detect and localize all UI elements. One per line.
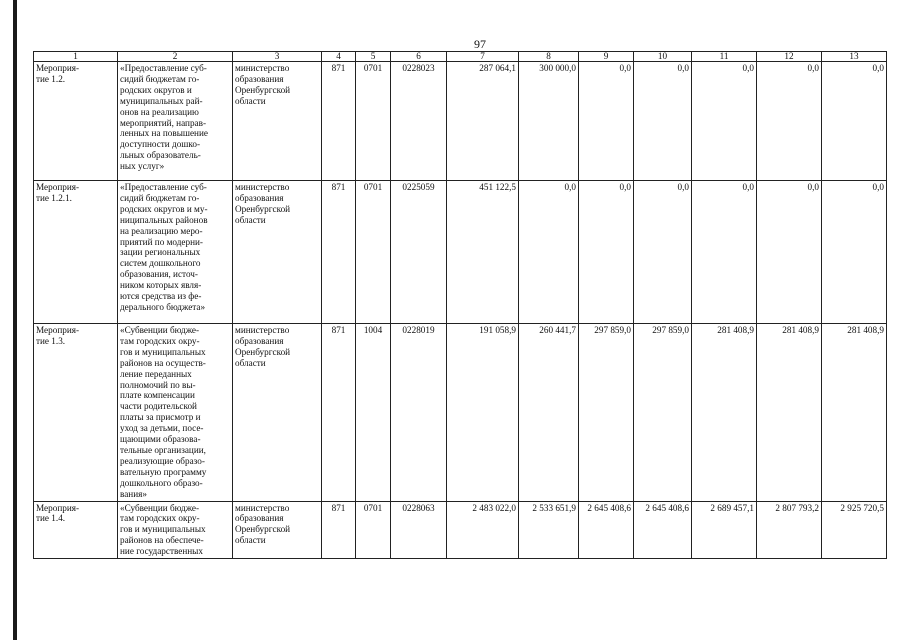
amount-cell: 191 058,9 [447, 324, 519, 502]
table-row [34, 62, 887, 181]
amount-cell: 0,0 [692, 62, 757, 181]
amount-cell: 2 807 793,2 [757, 501, 822, 559]
activity-name-cell: Мероприя- тие 1.3. [34, 324, 118, 502]
csr-code-cell: 0228063 [391, 501, 447, 559]
amount-cell: 2 483 022,0 [447, 501, 519, 559]
amount-cell: 0,0 [822, 181, 887, 324]
amount-cell: 287 064,1 [447, 62, 519, 181]
grbs-code-cell: 871 [322, 181, 356, 324]
table-row [34, 324, 887, 502]
column-header: 13 [822, 52, 887, 62]
column-header: 2 [118, 52, 233, 62]
rzpr-code-cell: 1004 [356, 324, 391, 502]
rzpr-code-cell: 0701 [356, 181, 391, 324]
rzpr-code-cell: 0701 [356, 62, 391, 181]
amount-cell: 2 689 457,1 [692, 501, 757, 559]
amount-cell: 2 645 408,6 [579, 501, 634, 559]
amount-cell: 0,0 [579, 181, 634, 324]
column-number-row [34, 52, 887, 62]
amount-cell: 0,0 [692, 181, 757, 324]
table-row [34, 181, 887, 324]
amount-cell: 281 408,9 [822, 324, 887, 502]
column-header: 5 [356, 52, 391, 62]
amount-cell: 297 859,0 [634, 324, 692, 502]
amount-cell: 2 925 720,5 [822, 501, 887, 559]
amount-cell: 0,0 [822, 62, 887, 181]
csr-code-cell: 0228023 [391, 62, 447, 181]
csr-code-cell: 0225059 [391, 181, 447, 324]
activity-description-cell: «Субвенции бюдже- там городских окру- гов и муниципальных районов на обеспече- ние государственных [118, 501, 233, 559]
activity-description-cell: «Предоставление суб- сидий бюджетам го- родских округов и му- ниципальных районов на реализацию меро- приятий по модерни- зации региональных систем дошкольного образования, источ- ником которых явля- ются средства из фе- дерального бюджета» [118, 181, 233, 324]
amount-cell: 2 533 651,9 [519, 501, 579, 559]
amount-cell: 0,0 [579, 62, 634, 181]
table-row [34, 501, 887, 559]
amount-cell: 0,0 [757, 62, 822, 181]
activity-name-cell: Мероприя- тие 1.2. [34, 62, 118, 181]
column-header: 10 [634, 52, 692, 62]
executor-cell: министерство образования Оренбургской области [233, 181, 322, 324]
column-header: 8 [519, 52, 579, 62]
table-body [34, 62, 887, 559]
column-header: 7 [447, 52, 519, 62]
amount-cell: 0,0 [634, 181, 692, 324]
amount-cell: 0,0 [757, 181, 822, 324]
csr-code-cell: 0228019 [391, 324, 447, 502]
amount-cell: 0,0 [634, 62, 692, 181]
amount-cell: 281 408,9 [692, 324, 757, 502]
executor-cell: министерство образования Оренбургской области [233, 501, 322, 559]
activity-name-cell: Мероприя- тие 1.2.1. [34, 181, 118, 324]
column-header: 12 [757, 52, 822, 62]
budget-table [33, 51, 887, 559]
amount-cell: 451 122,5 [447, 181, 519, 324]
grbs-code-cell: 871 [322, 501, 356, 559]
executor-cell: министерство образования Оренбургской области [233, 62, 322, 181]
grbs-code-cell: 871 [322, 62, 356, 181]
column-header: 11 [692, 52, 757, 62]
column-header: 4 [322, 52, 356, 62]
activity-description-cell: «Предоставление суб- сидий бюджетам го- родских округов и муниципальных рай- онов на реализацию мероприятий, направ- ленных на повышение доступности дошко- льных образователь- ных услуг» [118, 62, 233, 181]
amount-cell: 0,0 [519, 181, 579, 324]
amount-cell: 2 645 408,6 [634, 501, 692, 559]
column-header: 1 [34, 52, 118, 62]
grbs-code-cell: 871 [322, 324, 356, 502]
activity-name-cell: Мероприя- тие 1.4. [34, 501, 118, 559]
rzpr-code-cell: 0701 [356, 501, 391, 559]
amount-cell: 297 859,0 [579, 324, 634, 502]
executor-cell: министерство образования Оренбургской области [233, 324, 322, 502]
column-header: 9 [579, 52, 634, 62]
page-number: 97 [474, 37, 486, 51]
amount-cell: 281 408,9 [757, 324, 822, 502]
amount-cell: 260 441,7 [519, 324, 579, 502]
activity-description-cell: «Субвенции бюдже- там городских окру- гов и муниципальных районов на осуществ- ление переданных полномочий по вы- плате компенсации части родительской платы за присмотр и уход за детьми, посе- щающими образова- тельные организации, реализующие образо- вательную программу дошкольного образо- вания» [118, 324, 233, 502]
column-header: 6 [391, 52, 447, 62]
amount-cell: 300 000,0 [519, 62, 579, 181]
column-header: 3 [233, 52, 322, 62]
scan-edge-bar [13, 0, 17, 640]
